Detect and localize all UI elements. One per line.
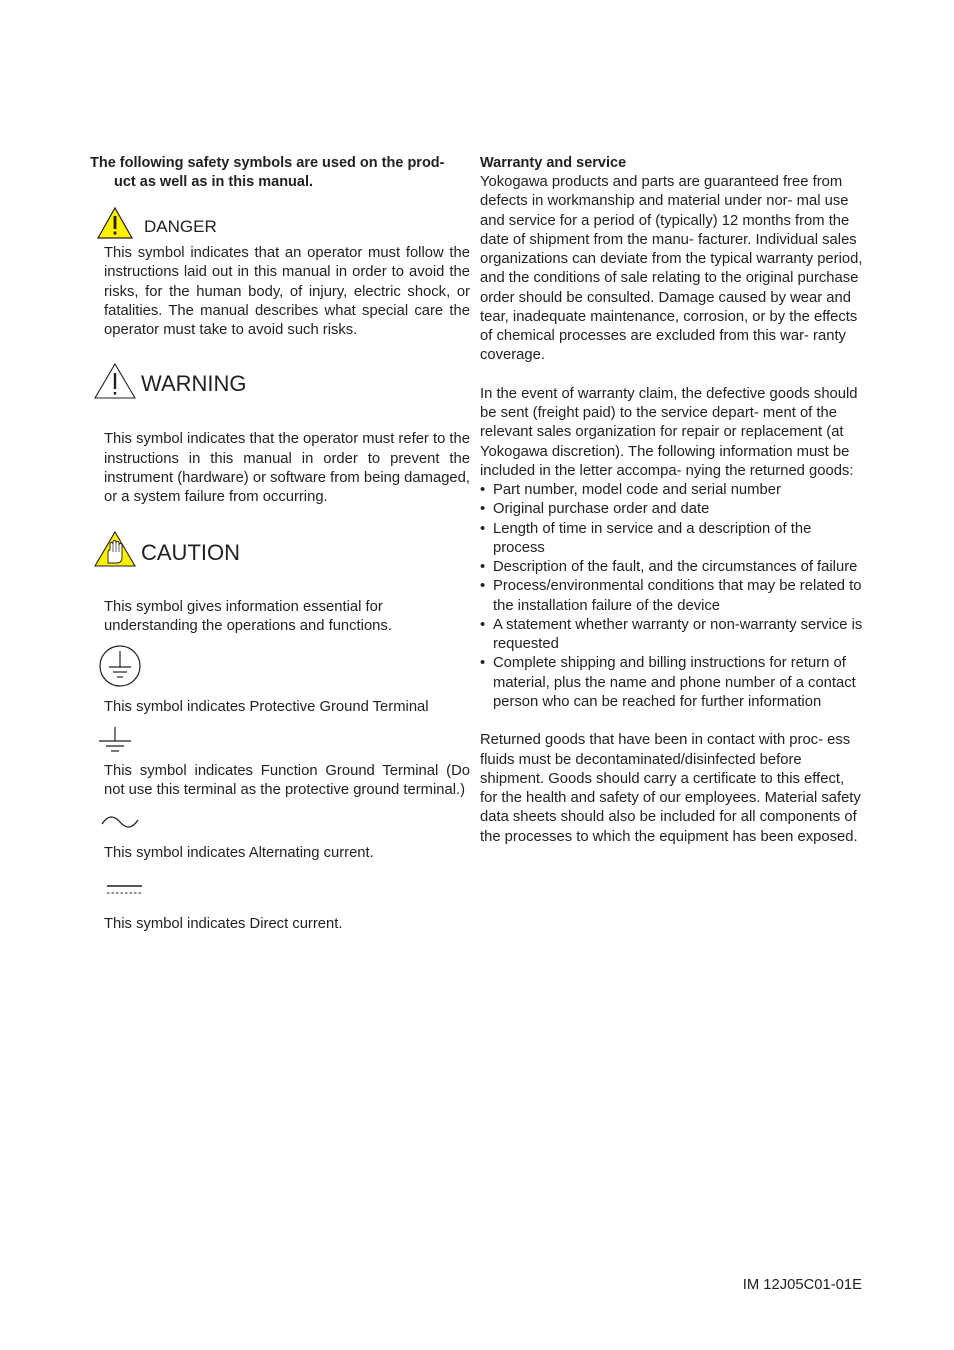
direct-current-text: This symbol indicates Direct current. [104, 916, 343, 933]
warranty-paragraph-3: Returned goods that have been in contact with proc- ess fluids must be decontaminated/disinfected before shipment. Goods should carry a certificate to this effect, for the health and safety of our employees. Material safety data sheets should also be included for all components of the processes to which the equipment has been exposed. [480, 732, 861, 845]
caution-text: This symbol gives information essential for understanding the operations and functions. [104, 598, 392, 634]
list-item: • Original purchase order and date [480, 500, 864, 519]
list-item: • Length of time in service and a description of the process [480, 520, 864, 559]
caution-hand-icon [93, 530, 137, 568]
alternating-current-symbol [100, 814, 470, 834]
warning-text: This symbol indicates that the operator must refer to the instructions in this manual in order to prevent the instrument (hardware) or software from being damaged, or a system failure from occurring. [104, 431, 470, 506]
warranty-title: Warranty and service [480, 155, 627, 171]
safety-intro: The following safety symbols are used on the prod- uct as well as in this manual. [90, 155, 445, 190]
document-id: IM 12J05C01-01E [742, 1277, 862, 1293]
safety-symbols-column [90, 154, 470, 935]
warranty-column [480, 154, 864, 847]
protective-ground-icon [98, 644, 144, 688]
alternating-current-icon [100, 814, 140, 830]
function-ground-text: This symbol indicates Function Ground Terminal (Do not use this terminal as the protective ground terminal.) [104, 762, 470, 798]
protective-ground-text: This symbol indicates Protective Ground Terminal [104, 699, 429, 716]
warning-triangle-icon [93, 362, 137, 400]
danger-heading [96, 206, 470, 240]
caution-title: CAUTION [141, 539, 240, 565]
list-item: • A statement whether warranty or non-warranty service is requested [480, 616, 864, 655]
list-item: • Complete shipping and billing instructions for return of material, plus the name and phone number of a contact person who can be reached for further information [480, 654, 864, 712]
warranty-paragraph-2: In the event of warranty claim, the defective goods should be sent (freight paid) to the service depart- ment of the relevant sales organization for repair or replacement (at Yokogawa discretion). The following information must be included in the letter accompa- nying the returned goods: [480, 385, 858, 479]
function-ground-icon [98, 726, 134, 756]
danger-title: DANGER [144, 217, 217, 236]
list-item: • Process/environmental conditions that may be related to the installation failure of the device [480, 577, 864, 616]
danger-triangle-icon [96, 206, 134, 240]
warranty-paragraph-1: Yokogawa products and parts are guaranteed free from defects in workmanship and material under nor- mal use and service for a period of (typically) 12 months from the date of shipment from the manu- facturer. Individual sales organizations can deviate from the typical warranty period, and the conditions of sale relating to the original purchase order should be consulted. Damage caused by wear and tear, inadequate maintenance, corrosion, or by the effects of chemical processes are excluded from this war- ranty coverage. [480, 174, 863, 364]
direct-current-symbol [106, 883, 470, 899]
caution-heading [93, 530, 470, 568]
list-item: • Part number, model code and serial number [480, 481, 864, 500]
direct-current-icon [106, 884, 144, 896]
alternating-current-text: This symbol indicates Alternating current. [104, 845, 374, 862]
list-item: • Description of the fault, and the circumstances of failure [480, 558, 864, 577]
warning-title: WARNING [141, 371, 247, 397]
warning-heading [93, 362, 470, 400]
function-ground-symbol [98, 726, 470, 756]
returned-goods-list [480, 481, 864, 712]
protective-ground-symbol [98, 644, 470, 690]
danger-text: This symbol indicates that an operator must follow the instructions laid out in this manual in order to avoid the risks, for the human body, of injury, electric shock, or fatalities. The manual describes what special care the operator must take to avoid such risks. [104, 245, 470, 339]
